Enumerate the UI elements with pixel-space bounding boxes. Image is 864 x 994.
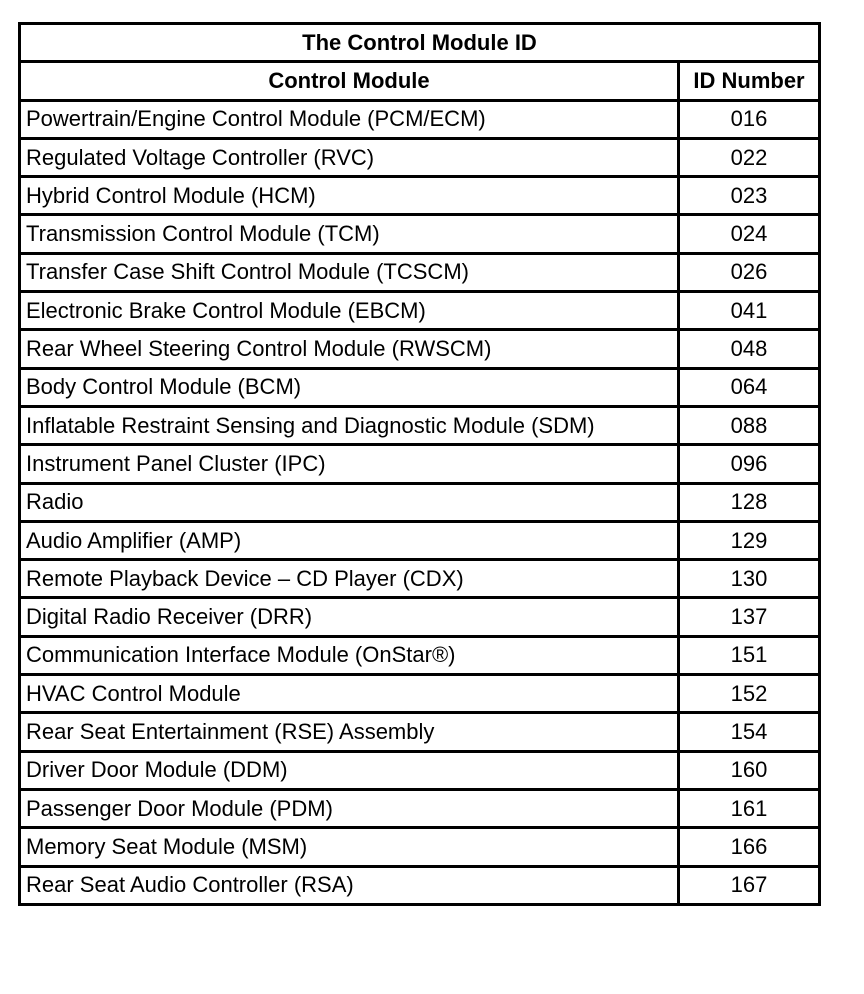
- control-module-cell: Inflatable Restraint Sensing and Diagnostic Module (SDM): [20, 406, 679, 444]
- control-module-cell: Audio Amplifier (AMP): [20, 521, 679, 559]
- table-row: [20, 292, 820, 330]
- table-row: [20, 866, 820, 904]
- column-header-id-number: ID Number: [679, 62, 820, 100]
- control-module-cell: Hybrid Control Module (HCM): [20, 177, 679, 215]
- table-row: [20, 560, 820, 598]
- table-row: [20, 521, 820, 559]
- id-number-cell: 041: [679, 292, 820, 330]
- id-number-cell: 128: [679, 483, 820, 521]
- id-number-cell: 154: [679, 713, 820, 751]
- table-header-row: [20, 62, 820, 100]
- id-number-cell: 064: [679, 368, 820, 406]
- id-number-cell: 096: [679, 445, 820, 483]
- table-row: [20, 828, 820, 866]
- table-title: The Control Module ID: [20, 24, 820, 62]
- id-number-cell: 022: [679, 138, 820, 176]
- column-header-control-module: Control Module: [20, 62, 679, 100]
- id-number-cell: 152: [679, 675, 820, 713]
- table-row: [20, 138, 820, 176]
- id-number-cell: 167: [679, 866, 820, 904]
- id-number-cell: 088: [679, 406, 820, 444]
- table-row: [20, 751, 820, 789]
- control-module-id-table-container: [18, 22, 818, 906]
- table-row: [20, 330, 820, 368]
- control-module-cell: Transmission Control Module (TCM): [20, 215, 679, 253]
- table-row: [20, 215, 820, 253]
- table-title-row: [20, 24, 820, 62]
- table-row: [20, 713, 820, 751]
- control-module-cell: Communication Interface Module (OnStar®): [20, 636, 679, 674]
- control-module-cell: Electronic Brake Control Module (EBCM): [20, 292, 679, 330]
- control-module-cell: Regulated Voltage Controller (RVC): [20, 138, 679, 176]
- control-module-cell: Rear Wheel Steering Control Module (RWSCM): [20, 330, 679, 368]
- control-module-cell: Remote Playback Device – CD Player (CDX): [20, 560, 679, 598]
- table-body: [20, 100, 820, 904]
- table-row: [20, 368, 820, 406]
- control-module-cell: Body Control Module (BCM): [20, 368, 679, 406]
- table-row: [20, 636, 820, 674]
- control-module-cell: Passenger Door Module (PDM): [20, 789, 679, 827]
- id-number-cell: 130: [679, 560, 820, 598]
- id-number-cell: 166: [679, 828, 820, 866]
- control-module-cell: Driver Door Module (DDM): [20, 751, 679, 789]
- control-module-id-table: [18, 22, 821, 906]
- control-module-cell: Transfer Case Shift Control Module (TCSCM): [20, 253, 679, 291]
- id-number-cell: 151: [679, 636, 820, 674]
- table-row: [20, 100, 820, 138]
- table-row: [20, 177, 820, 215]
- control-module-cell: Memory Seat Module (MSM): [20, 828, 679, 866]
- id-number-cell: 161: [679, 789, 820, 827]
- control-module-cell: Instrument Panel Cluster (IPC): [20, 445, 679, 483]
- id-number-cell: 023: [679, 177, 820, 215]
- control-module-cell: Powertrain/Engine Control Module (PCM/ECM): [20, 100, 679, 138]
- table-row: [20, 675, 820, 713]
- id-number-cell: 016: [679, 100, 820, 138]
- table-row: [20, 483, 820, 521]
- control-module-cell: Radio: [20, 483, 679, 521]
- id-number-cell: 137: [679, 598, 820, 636]
- control-module-cell: Rear Seat Entertainment (RSE) Assembly: [20, 713, 679, 751]
- table-row: [20, 253, 820, 291]
- control-module-cell: HVAC Control Module: [20, 675, 679, 713]
- table-row: [20, 789, 820, 827]
- table-row: [20, 406, 820, 444]
- id-number-cell: 129: [679, 521, 820, 559]
- id-number-cell: 048: [679, 330, 820, 368]
- table-row: [20, 598, 820, 636]
- id-number-cell: 160: [679, 751, 820, 789]
- id-number-cell: 024: [679, 215, 820, 253]
- control-module-cell: Rear Seat Audio Controller (RSA): [20, 866, 679, 904]
- table-row: [20, 445, 820, 483]
- id-number-cell: 026: [679, 253, 820, 291]
- control-module-cell: Digital Radio Receiver (DRR): [20, 598, 679, 636]
